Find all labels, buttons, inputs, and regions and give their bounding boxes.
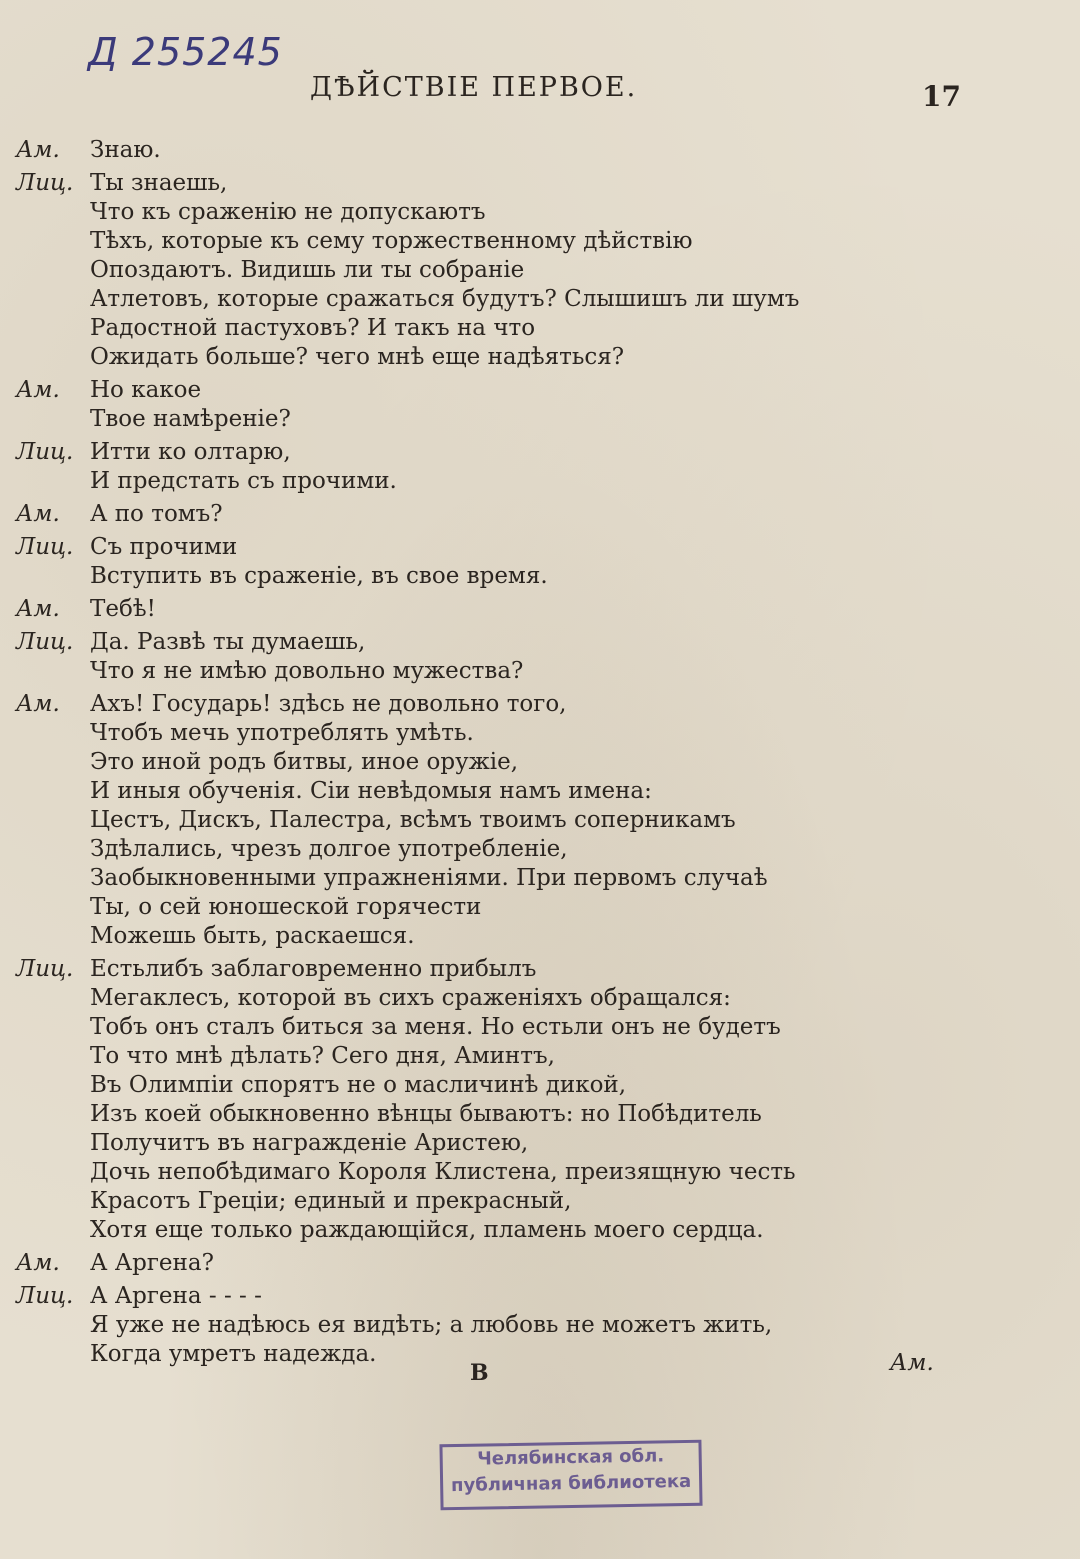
dialogue-line: Изъ коей обыкновенно вѣнцы бываютъ: но Побѣдитель: [90, 1101, 762, 1127]
speaker-label: Ам.: [16, 691, 60, 717]
dialogue-line: Цестъ, Дискъ, Палестра, всѣмъ твоимъ соперникамъ: [90, 807, 736, 833]
catchword: Ам.: [890, 1350, 934, 1376]
dialogue-line: Когда умретъ надежда.: [90, 1341, 377, 1367]
dialogue-line: Получитъ въ награжденіе Аристею,: [90, 1130, 529, 1156]
speaker-label: Лиц.: [16, 439, 74, 465]
speaker-label: Лиц.: [16, 170, 74, 196]
dialogue-line: Здѣлались, чрезъ долгое употребленіе,: [90, 836, 568, 862]
dialogue-line: Тебѣ!: [90, 596, 156, 622]
dialogue-line: Хотя еще только раждающійся, пламень моего сердца.: [90, 1217, 764, 1243]
dialogue-line: Твое намѣреніе?: [90, 406, 291, 432]
dialogue-line: А Аргена - - - -: [90, 1283, 262, 1309]
dialogue-line: Можешь быть, раскаешся.: [90, 923, 415, 949]
library-stamp: [439, 1440, 702, 1511]
speaker-label: Лиц.: [16, 629, 74, 655]
dialogue-line: Это иной родъ битвы, иное оружіе,: [90, 749, 519, 775]
dialogue-line: Радостной пастуховъ? И такъ на что: [90, 315, 536, 341]
dialogue-line: Что къ сраженію не допускаютъ: [90, 199, 486, 225]
stamp-line-1: Челябинская обл.: [477, 1445, 665, 1470]
speaker-label: Ам.: [16, 137, 60, 163]
dialogue-line: И предстать съ прочими.: [90, 468, 397, 494]
dialogue-line: Что я не имѣю довольно мужества?: [90, 658, 524, 684]
speaker-label: Ам.: [16, 377, 60, 403]
dialogue-line: Но какое: [90, 377, 202, 403]
speaker-label: Лиц.: [16, 534, 74, 560]
dialogue-line: И иныя обученія. Сіи невѣдомыя намъ имена:: [90, 778, 652, 804]
signature-mark: В: [470, 1360, 489, 1386]
dialogue-line: Опоздаютъ. Видишь ли ты собраніе: [90, 257, 525, 283]
page-heading: ДѢЙСТВІЕ ПЕРВОЕ.: [310, 72, 638, 103]
dialogue-line: Ожидать больше? чего мнѣ еще надѣяться?: [90, 344, 625, 370]
dialogue-line: Съ прочими: [90, 534, 238, 560]
speaker-label: Ам.: [16, 1250, 60, 1276]
dialogue-line: Ты, о сей юношеской горячести: [90, 894, 482, 920]
dialogue-line: Въ Олимпіи спорятъ не о масличинѣ дикой,: [90, 1072, 627, 1098]
dialogue-line: Красотъ Греціи; единый и прекрасный,: [90, 1188, 572, 1214]
dialogue-line: Вступить въ сраженіе, въ свое время.: [90, 563, 548, 589]
dialogue-line: Ахъ! Государь! здѣсь не довольно того,: [90, 691, 567, 717]
dialogue-line: То что мнѣ дѣлать? Сего дня, Аминтъ,: [90, 1043, 555, 1069]
dialogue-line: А Аргена?: [90, 1250, 214, 1276]
dialogue-line: Я уже не надѣюсь ея видѣть; а любовь не можетъ жить,: [90, 1312, 773, 1338]
dialogue-line: Тѣхъ, которые къ сему торжественному дѣйствію: [90, 228, 693, 254]
stamp-line-2: публичная библиотека: [450, 1470, 692, 1497]
dialogue-line: Атлетовъ, которые сражаться будутъ? Слышишъ ли шумъ: [90, 286, 800, 312]
dialogue-line: Заобыкновенными упражненіями. При первомъ случаѣ: [90, 865, 768, 891]
dialogue-line: Естьлибъ заблаговременно прибылъ: [90, 956, 537, 982]
speaker-label: Ам.: [16, 596, 60, 622]
speaker-label: Лиц.: [16, 956, 74, 982]
speaker-label: Ам.: [16, 501, 60, 527]
shelfmark: Д 255245: [88, 30, 283, 74]
page-number: 17: [922, 80, 961, 113]
dialogue-line: Да. Развѣ ты думаешь,: [90, 629, 366, 655]
dialogue-line: Знаю.: [90, 137, 161, 163]
speaker-label: Лиц.: [16, 1283, 74, 1309]
dialogue-line: Дочь непобѣдимаго Короля Клистена, преизящную честь: [90, 1159, 796, 1185]
dialogue-line: А по томъ?: [90, 501, 223, 527]
dialogue-line: Чтобъ мечь употреблять умѣть.: [90, 720, 474, 746]
dialogue-line: Итти ко олтарю,: [90, 439, 291, 465]
dialogue-line: Мегаклесъ, которой въ сихъ сраженіяхъ обращался:: [90, 985, 731, 1011]
dialogue-line: Тобъ онъ сталъ биться за меня. Но естьли онъ не будетъ: [90, 1014, 781, 1040]
dialogue-line: Ты знаешь,: [90, 170, 228, 196]
